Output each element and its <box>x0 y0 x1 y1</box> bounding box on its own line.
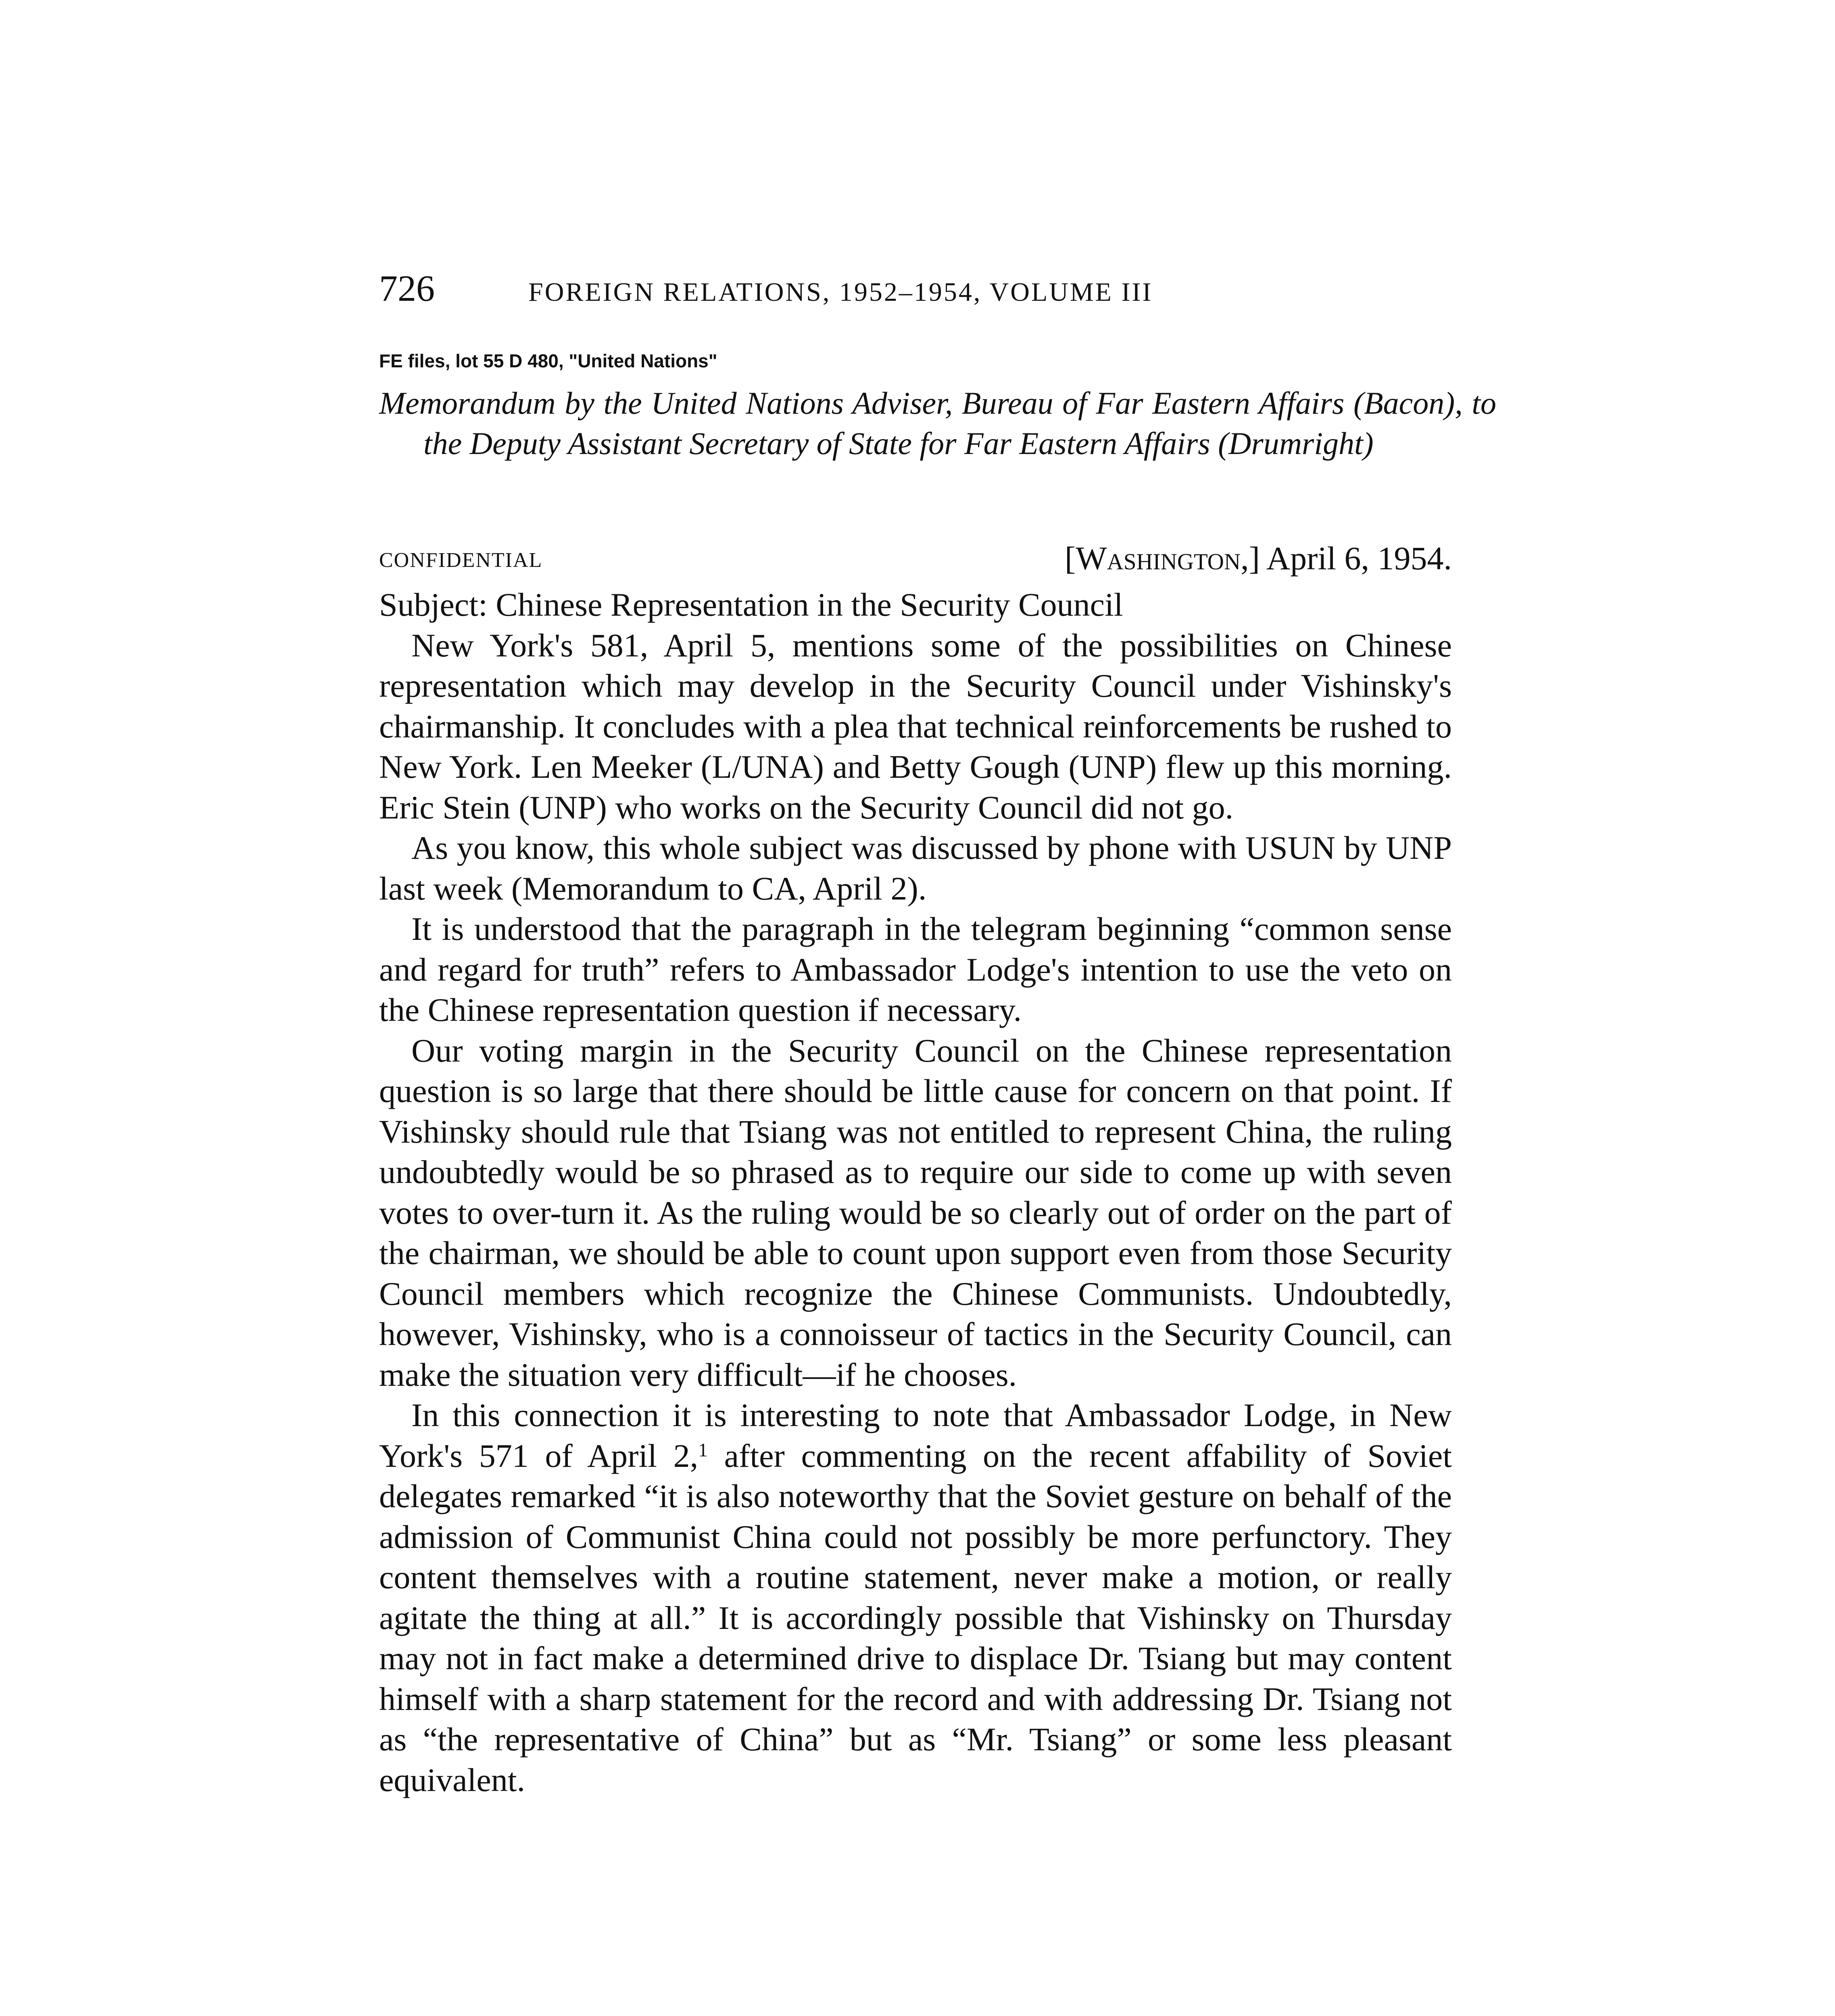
dateline-place: [Washington,] <box>1064 540 1260 577</box>
classification-label: CONFIDENTIAL <box>379 549 543 572</box>
source-citation: FE files, lot 55 D 480, "United Nations" <box>379 350 717 371</box>
dateline <box>1065 536 1452 581</box>
page-number: 726 <box>379 268 435 309</box>
paragraph <box>379 1395 1452 1800</box>
paragraph-text: after commenting on the recent affability of Soviet delegates remarked “it is also noteworthy that the Soviet gesture on behalf of the admission of Communist China could not possibly be more perfunctory. They content themselves with a routine statement, never make a motion, or really agitate the thing at all.” It is accordingly possible that Vishinsky on Thursday may not in fact make a determined drive to displace Dr. Tsiang but may content himself with a sharp statement for the record and with addressing Dr. Tsiang not as “the representative of China” but as “Mr. Tsiang” or some less pleasant equivalent. <box>379 1437 1452 1798</box>
paragraph: Our voting margin in the Security Council on the Chinese representation question is so large that there should be little cause for concern on that point. If Vishinsky should rule that Tsiang was not entitled to represent China, the ruling undoubtedly would be so phrased as to require our side to come up with seven votes to over-turn it. As the ruling would be so clearly out of order on the part of the chairman, we should be able to count upon support even from those Security Council members which recognize the Chinese Communists. Undoubtedly, however, Vishinsky, who is a connoisseur of tactics in the Security Council, can make the situation very difficult—if he chooses. <box>379 1032 1452 1393</box>
classification-row <box>379 536 1452 585</box>
paragraph-text: In this connection it is interesting to note that Ambassador Lodge, in New York's 571 of April 2, <box>379 1397 1452 1474</box>
memo-body <box>379 585 1452 1800</box>
paragraph: New York's 581, April 5, mentions some of the possibilities on Chinese representation which may develop in the Security Council under Vishinsky's chairmanship. It concludes with a plea that technical reinforcements be rushed to New York. Len Meeker (L/UNA) and Betty Gough (UNP) flew up this morning. Eric Stein (UNP) who works on the Security Council did not go. <box>379 627 1452 826</box>
footnote-reference: 1 <box>698 1439 708 1461</box>
subject-line: Subject: Chinese Representation in the Security Council <box>379 586 1123 623</box>
memo-title: Memorandum by the United Nations Adviser, Bureau of Far Eastern Affairs (Bacon), to the Deputy Assistant Secretary of State for Far Eastern Affairs (Drumright) <box>379 385 1496 461</box>
paragraph: It is understood that the paragraph in the telegram beginning “common sense and regard for truth” refers to Ambassador Lodge's intention to use the veto on the Chinese representation question if necessary. <box>379 910 1452 1028</box>
page-header <box>379 266 1307 319</box>
dateline-date: April 6, 1954. <box>1266 540 1452 577</box>
paragraph: As you know, this whole subject was discussed by phone with USUN by UNP last week (Memorandum to CA, April 2). <box>379 829 1452 907</box>
running-title: FOREIGN RELATIONS, 1952–1954, VOLUME III <box>528 277 1153 307</box>
